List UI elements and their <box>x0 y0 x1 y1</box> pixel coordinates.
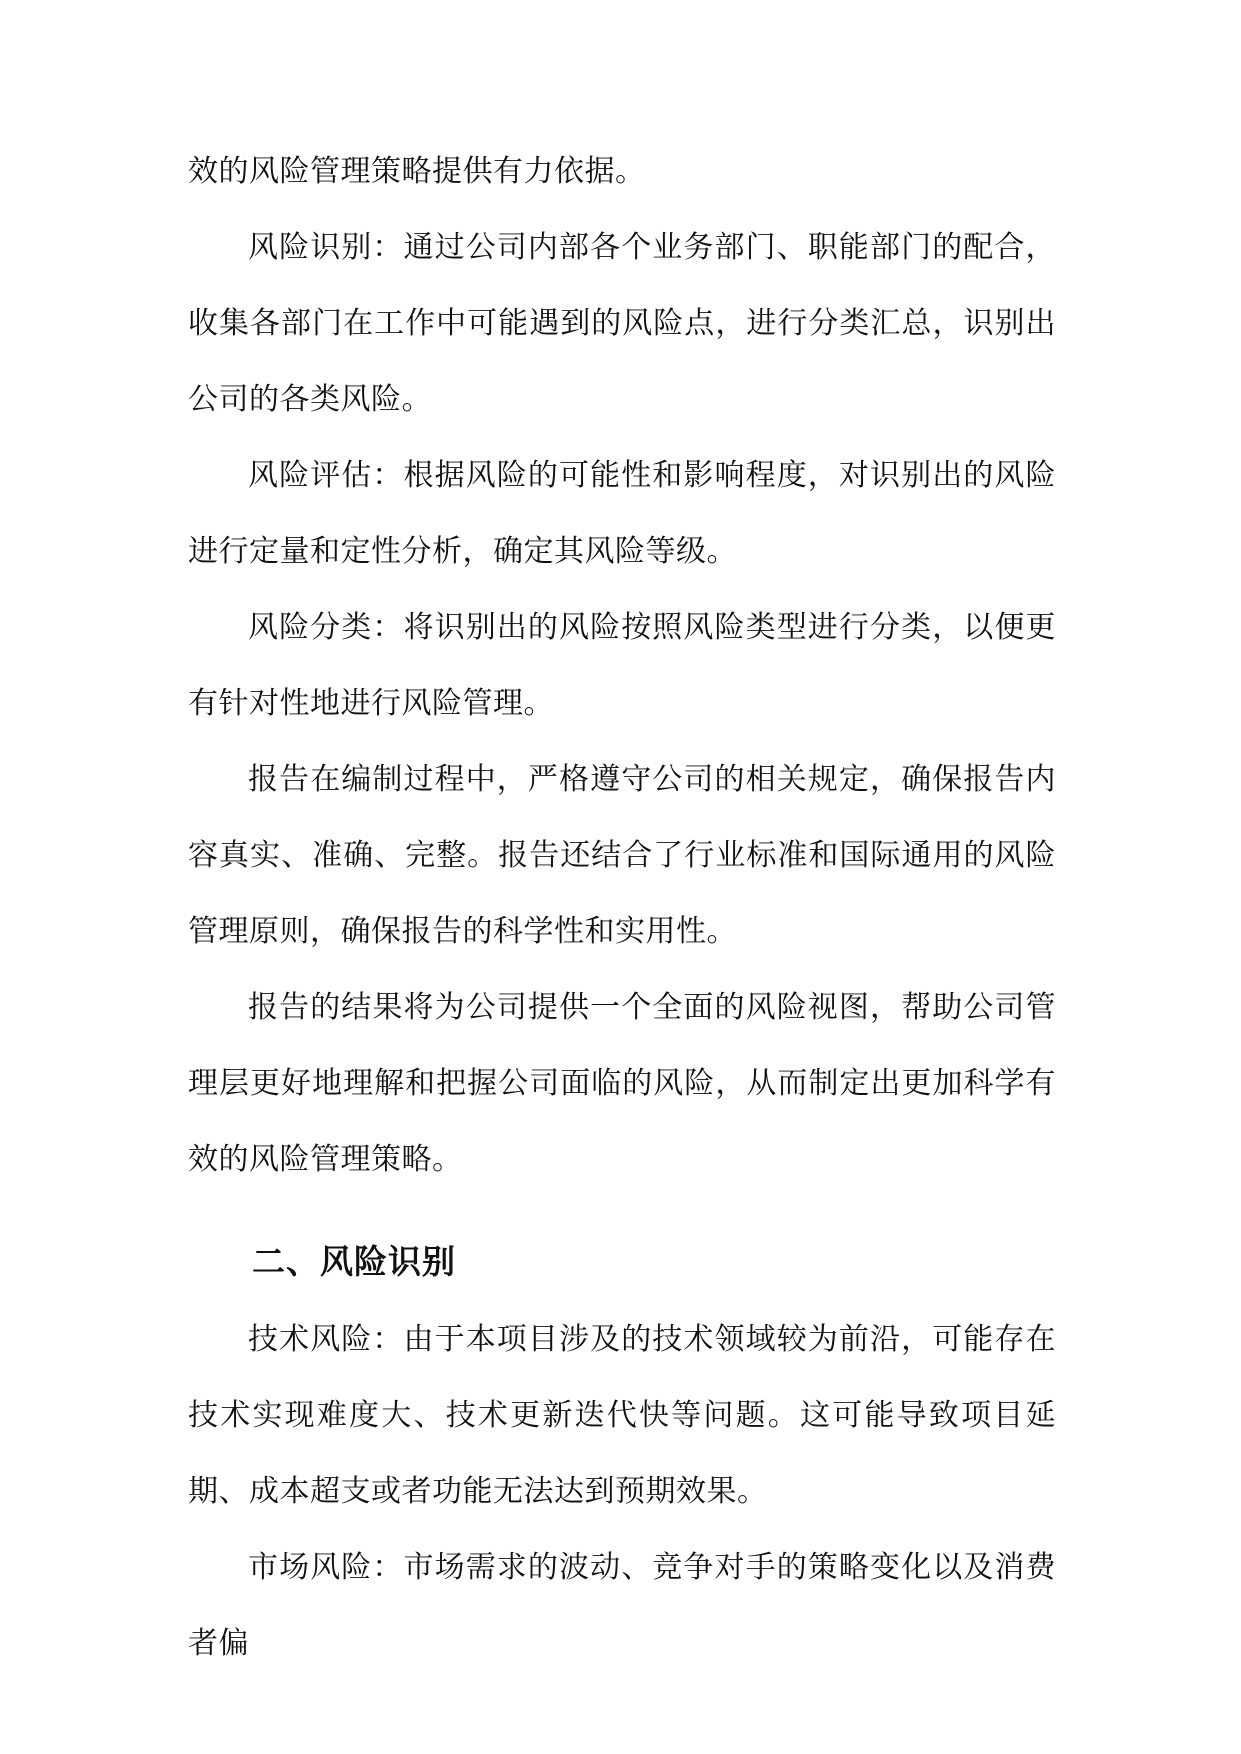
paragraph-report-compilation: 报告在编制过程中，严格遵守公司的相关规定，确保报告内容真实、准确、完整。报告还结合了行业标准和国际通用的风险管理原则，确保报告的科学性和实用性。 <box>188 762 1056 949</box>
paragraph-continuation: 效的风险管理策略提供有力依据。 <box>188 154 646 189</box>
paragraph-technical-risk: 技术风险：由于本项目涉及的技术领域较为前沿，可能存在技术实现难度大、技术更新迭代快等问题。这可能导致项目延期、成本超支或者功能无法达到预期效果。 <box>188 1322 1056 1509</box>
paragraph-risk-assessment: 风险评估：根据风险的可能性和影响程度，对识别出的风险进行定量和定性分析，确定其风险等级。 <box>188 458 1056 569</box>
paragraph-risk-identification: 风险识别：通过公司内部各个业务部门、职能部门的配合，收集各部门在工作中可能遇到的风险点，进行分类汇总，识别出公司的各类风险。 <box>188 230 1056 417</box>
document-body <box>188 134 1056 1682</box>
paragraph-market-risk: 市场风险：市场需求的波动、竞争对手的策略变化以及消费者偏 <box>188 1550 1056 1661</box>
section-heading: 二、风险识别 <box>252 1242 456 1281</box>
paragraph-report-results: 报告的结果将为公司提供一个全面的风险视图，帮助公司管理层更好地理解和把握公司面临的风险，从而制定出更加科学有效的风险管理策略。 <box>188 990 1056 1177</box>
paragraph-risk-classification: 风险分类：将识别出的风险按照风险类型进行分类，以便更有针对性地进行风险管理。 <box>188 610 1056 721</box>
